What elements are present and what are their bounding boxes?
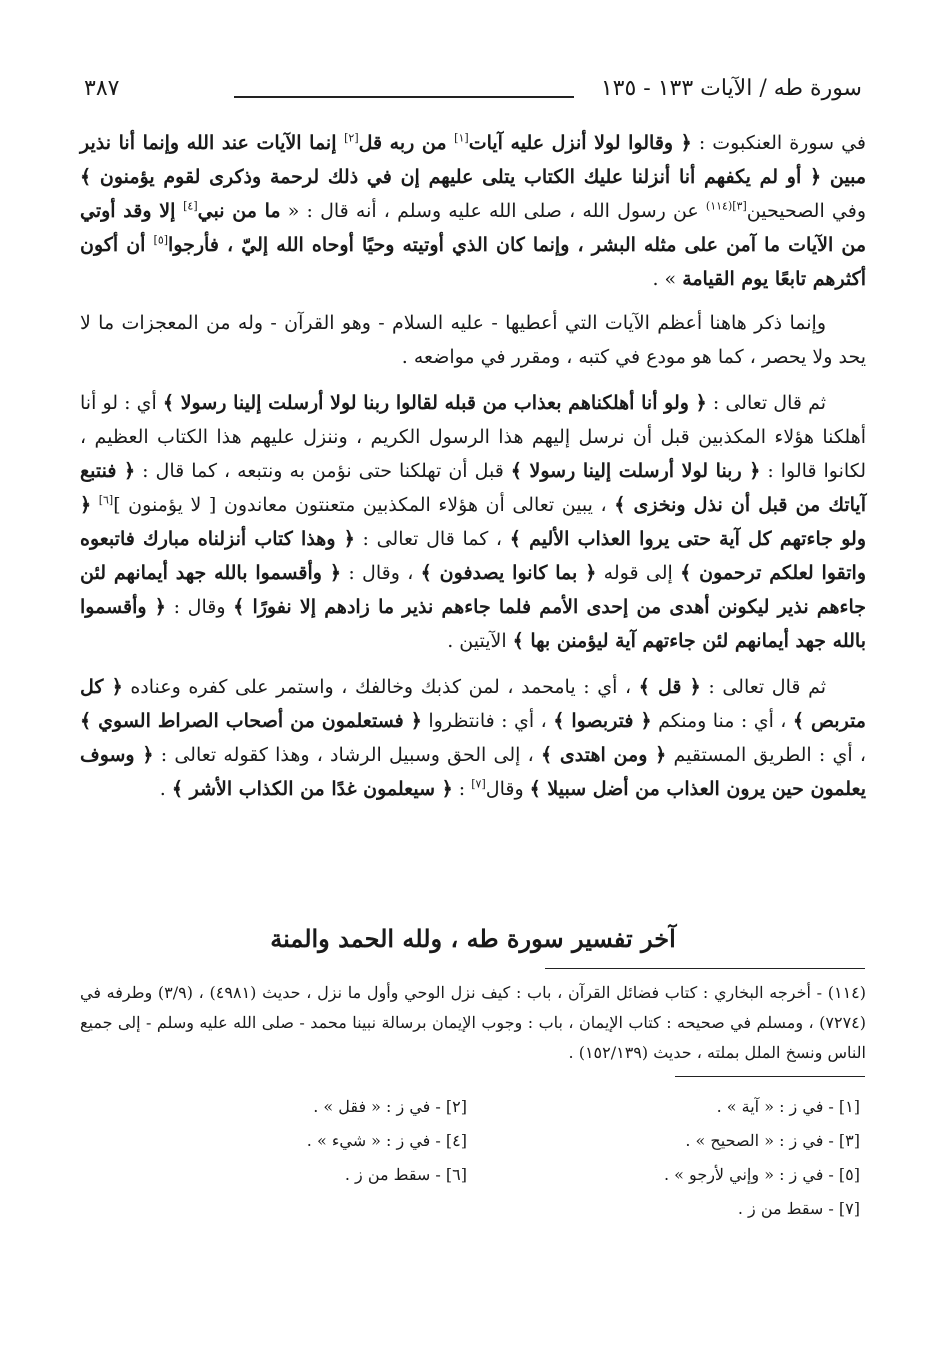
text-run: ، أي : منا ومنكم	[651, 710, 793, 732]
text-run: وقال	[485, 778, 530, 800]
text-run: ثم قال تعالى :	[700, 676, 827, 698]
variant-note: [٥] - في ز : « وإني لأرجو » .	[664, 1165, 860, 1184]
text-run: عن رسول الله ، صلى الله عليه وسلم ، أنه قال : «	[280, 200, 706, 222]
quran-quote: ﴿ وأقسموا بالله جهد أيمانهم لئن جاءهم نذير ليكونن أهدى من إحدى الأمم فلما جاءهم نذير ما زادهم إلا نفورًا ﴾	[80, 562, 867, 618]
text-run: الآيتين .	[447, 630, 513, 652]
text-run: وقال :	[165, 596, 234, 618]
running-title: سورة طه / الآيات ١٣٣ - ١٣٥	[600, 76, 862, 101]
quran-quote: ﴿ وسوف يعلمون حين يرون العذاب من أضل سبيلا ﴾	[80, 744, 866, 800]
quran-quote: ﴿ فنتبع آياتك من قبل أن نذل ونخزى ﴾	[80, 460, 866, 516]
quran-quote: ﴿ ولو جاءتهم كل آية حتى يروا العذاب الأليم ﴾	[80, 494, 866, 550]
text-run: أي : لو أنا أهلكنا هؤلاء المكذبين قبل أن نرسل إليهم هذا الرسول الكريم ، وننزل عليهم هذا الكتاب العظيم ، لكانوا قالوا :	[80, 392, 866, 482]
text-run: :	[452, 778, 472, 800]
closing-line: آخر تفسير سورة طه ، ولله الحمد والمنة	[270, 924, 676, 953]
text-run: قبل أن تهلكنا حتى نؤمن به ونتبعه ، كما قال :	[135, 460, 511, 482]
quran-quote: ﴿ فستعلمون من أصحاب الصراط السوي ﴾	[80, 710, 422, 732]
text-run: ، يبين تعالى أن هؤلاء المكذبين متعنتون معاندون [ لا يؤمنون ]	[113, 494, 615, 516]
variants-rule	[675, 1076, 865, 1077]
header-rule	[234, 96, 574, 98]
footnote-marker: [٧]	[471, 777, 486, 791]
quran-quote: ﴿ ربنا لولا أرسلت إلينا رسولا ﴾	[510, 460, 761, 482]
text-run: ، إلى الحق وسبيل الرشاد ، وهذا كقوله تعالى :	[153, 744, 541, 766]
quran-quote: ﴿ ومن اهتدى ﴾	[540, 744, 667, 766]
page-number: ٣٨٧	[84, 76, 120, 101]
variant-note: [١] - في ز : « آية » .	[716, 1097, 860, 1116]
body-text	[80, 126, 866, 818]
text-run: إلى قوله	[596, 562, 681, 584]
quran-quote: أن أكون أكثرهم تابعًا يوم القيامة	[80, 234, 866, 290]
footnote-marker: [٤]	[183, 199, 198, 213]
running-header	[84, 76, 862, 116]
text-run: ، أي : فانتظروا	[421, 710, 554, 732]
variant-note: [٧] - سقط من ز .	[737, 1199, 860, 1218]
footnote-marker: [١]	[454, 131, 469, 145]
footnote-marker: [٥]	[153, 233, 169, 247]
body-paragraph	[80, 126, 866, 296]
text-run: وفي الصحيحين	[746, 200, 867, 222]
variant-note: [٣] - في ز : « الصحيح » .	[685, 1131, 860, 1150]
text-run: » .	[652, 268, 683, 290]
footnote-marker: [٣](١١٤)	[705, 199, 747, 213]
footnote-marker: [٢]	[344, 131, 359, 145]
text-run: ، أي : يامحمد ، لمن كذبك وخالفك ، واستمر على كفره وعناده	[122, 676, 639, 698]
body-paragraph	[80, 306, 866, 374]
footnote-marker: [٦]	[98, 493, 114, 507]
footnote-rule	[545, 968, 865, 969]
quran-quote: ﴿ وقالوا لولا أنزل عليه آيات	[468, 132, 692, 154]
quran-quote: ما من نبي	[197, 200, 281, 222]
text-run	[91, 494, 99, 516]
quran-quote: ﴿ فتربصوا ﴾	[553, 710, 652, 732]
quran-quote: ﴿ قل ﴾	[638, 676, 701, 698]
quran-quote: من ربه قل	[358, 132, 455, 154]
quran-quote: ﴿ وهذا كتاب أنزلناه مبارك فاتبعوه واتقوا لعلكم ترحمون ﴾	[80, 528, 867, 584]
text-run: ، وقال :	[341, 562, 421, 584]
variant-note: [٦] - سقط من ز .	[344, 1165, 467, 1184]
text-run: في سورة العنكبوت :	[691, 132, 866, 154]
variant-note: [٢] - في ز : « فقل » .	[313, 1097, 467, 1116]
quran-quote: ﴿ كل متربص ﴾	[80, 676, 866, 732]
quran-quote: ﴿ سيعلمون غدًا من الكذاب الأشر ﴾	[171, 778, 453, 800]
text-run: .	[159, 778, 172, 800]
quran-quote: إنما الآيات عند الله وإنما أنا نذير مبين ﴿ أو لم يكفهم أنا أنزلنا عليك الكتاب يتلى عليهم إن في ذلك لرحمة وذكرى لقوم يؤمنون ﴾	[80, 132, 866, 188]
quran-quote: ﴿ وأقسموا بالله جهد أيمانهم لئن جاءتهم آية ليؤمنن بها ﴾	[80, 596, 866, 652]
variant-notes	[80, 1090, 866, 1226]
text-run: ، كما قال تعالى :	[354, 528, 510, 550]
quran-quote: ﴿ ولو أنا أهلكناهم بعذاب من قبله لقالوا ربنا لولا أرسلت إلينا رسولا ﴾	[162, 392, 707, 414]
text-run: وإنما ذكر هاهنا أعظم الآيات التي أعطيها - عليه السلام - وهو القرآن - وله من المعجزات ما لا يحد ولا يحصر ، كما هو مودع في كتبه ، ومقرر في مواضعه .	[80, 312, 866, 368]
reference-footnote: (١١٤) - أخرجه البخاري : كتاب فضائل القرآن ، باب : كيف نزل الوحي وأول ما نزل ، حديث (٤٩٨١) ، (٣/٩) وطرفه في (٧٢٧٤) ، ومسلم في صحيحه : كتاب الإيمان ، باب : وجوب الإيمان برسالة نبينا محمد - صلى الله عليه وسلم - إلى جميع الناس ونسخ الملل بملته ، حديث (١٥٢/١٣٩) .	[80, 983, 866, 1062]
text-run: ، أي : الطريق المستقيم	[666, 744, 867, 766]
body-paragraph	[80, 670, 866, 806]
quran-quote: إلا وقد أوتي من الآيات ما آمن على مثله البشر ، وإنما كان الذي أوتيته وحيًا أوحاه الله إليّ ، فأرجوا	[80, 200, 866, 256]
variant-note: [٤] - في ز : « شيء » .	[306, 1131, 467, 1150]
body-paragraph	[80, 386, 866, 658]
text-run: ثم قال تعالى :	[706, 392, 827, 414]
quran-quote: ﴿ بما كانوا يصدفون ﴾	[420, 562, 597, 584]
